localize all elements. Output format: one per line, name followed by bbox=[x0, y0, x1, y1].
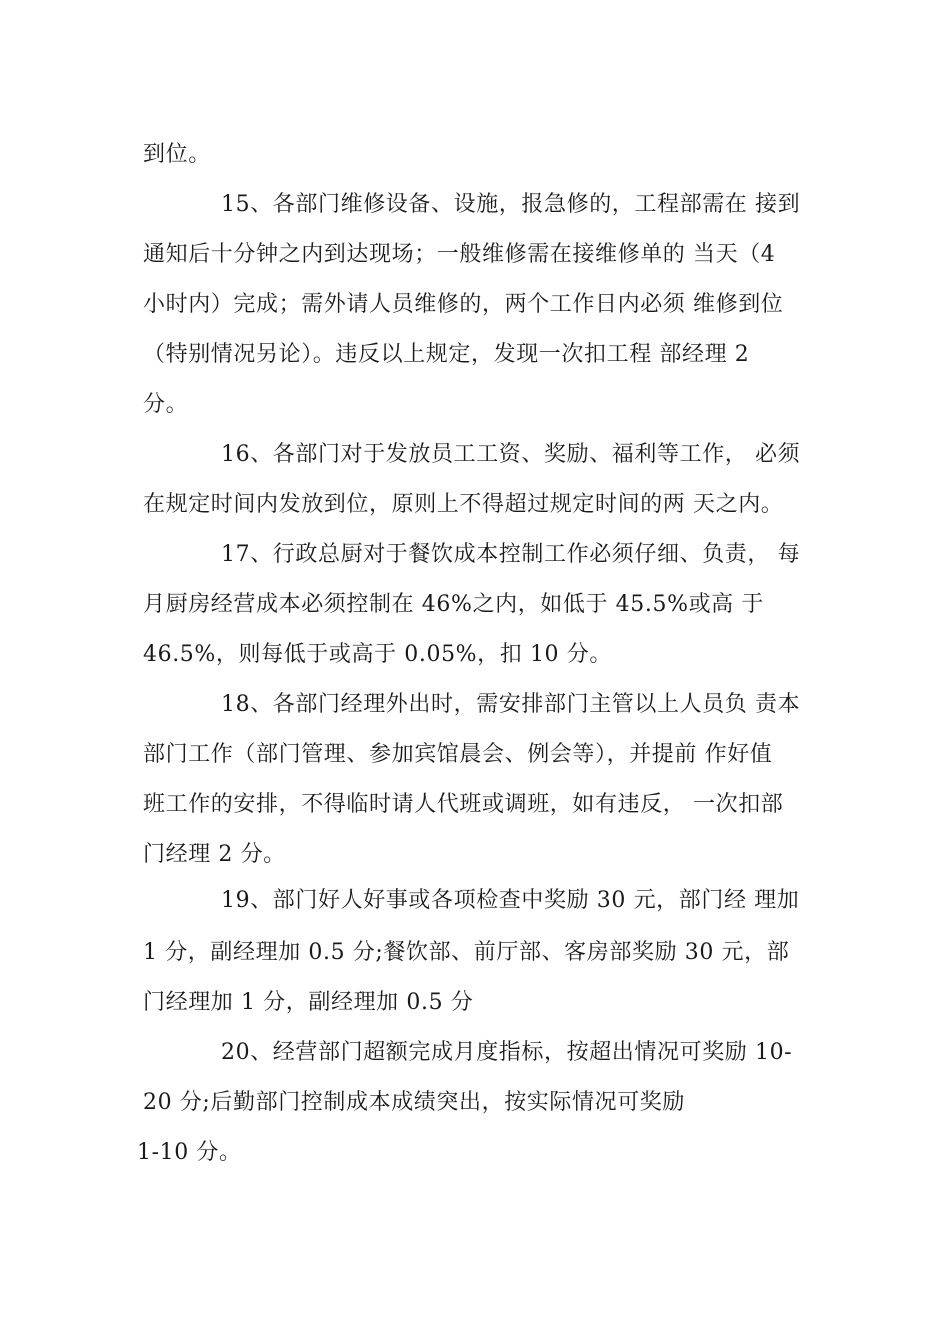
item-17-line-1: 17、行政总厨对于餐饮成本控制工作必须仔细、负责， 每 bbox=[221, 542, 801, 567]
item-20-line-1: 20、经营部门超额完成月度指标，按超出情况可奖励 10- bbox=[221, 1040, 793, 1065]
item-19-line-3: 门经理加 1 分，副经理加 0.5 分 bbox=[143, 990, 474, 1015]
item-15-line-3: 小时内）完成；需外请人员维修的，两个工作日内必须 维修到位 bbox=[143, 292, 784, 317]
item-20-line-3: 1-10 分。 bbox=[137, 1140, 242, 1165]
item-15-line-1: 15、各部门维修设备、设施，报急修的，工程部需在 接到 bbox=[221, 192, 801, 217]
item-19-line-1: 19、部门好人好事或各项检查中奖励 30 元，部门经 理加 bbox=[221, 888, 800, 913]
item-15-line-2: 通知后十分钟之内到达现场；一般维修需在接维修单的 当天（4 bbox=[143, 242, 776, 267]
item-16-line-2: 在规定时间内发放到位，原则上不得超过规定时间的两 天之内。 bbox=[143, 492, 784, 517]
text-line: 到位。 bbox=[143, 142, 211, 167]
item-17-line-2: 月厨房经营成本必须控制在 46%之内，如低于 45.5%或高 于 bbox=[143, 592, 764, 617]
item-15-line-4: （特别情况另论）。违反以上规定，发现一次扣工程 部经理 2 bbox=[143, 342, 750, 367]
item-18-line-1: 18、各部门经理外出时，需安排部门主管以上人员负 责本 bbox=[221, 692, 801, 717]
item-18-line-4: 门经理 2 分。 bbox=[143, 842, 286, 867]
item-15-line-5: 分。 bbox=[143, 392, 189, 417]
item-18-line-3: 班工作的安排，不得临时请人代班或调班，如有违反， 一次扣部 bbox=[143, 792, 784, 817]
item-16-line-1: 16、各部门对于发放员工工资、奖励、福利等工作， 必须 bbox=[221, 442, 801, 467]
item-17-line-3: 46.5%，则每低于或高于 0.05%，扣 10 分。 bbox=[143, 642, 612, 667]
item-18-line-2: 部门工作（部门管理、参加宾馆晨会、例会等），并提前 作好值 bbox=[143, 742, 773, 767]
item-19-line-2: 1 分，副经理加 0.5 分;餐饮部、前厅部、客房部奖励 30 元，部 bbox=[143, 940, 790, 965]
item-20-line-2: 20 分;后勤部门控制成本成绩突出，按实际情况可奖励 bbox=[143, 1090, 686, 1115]
